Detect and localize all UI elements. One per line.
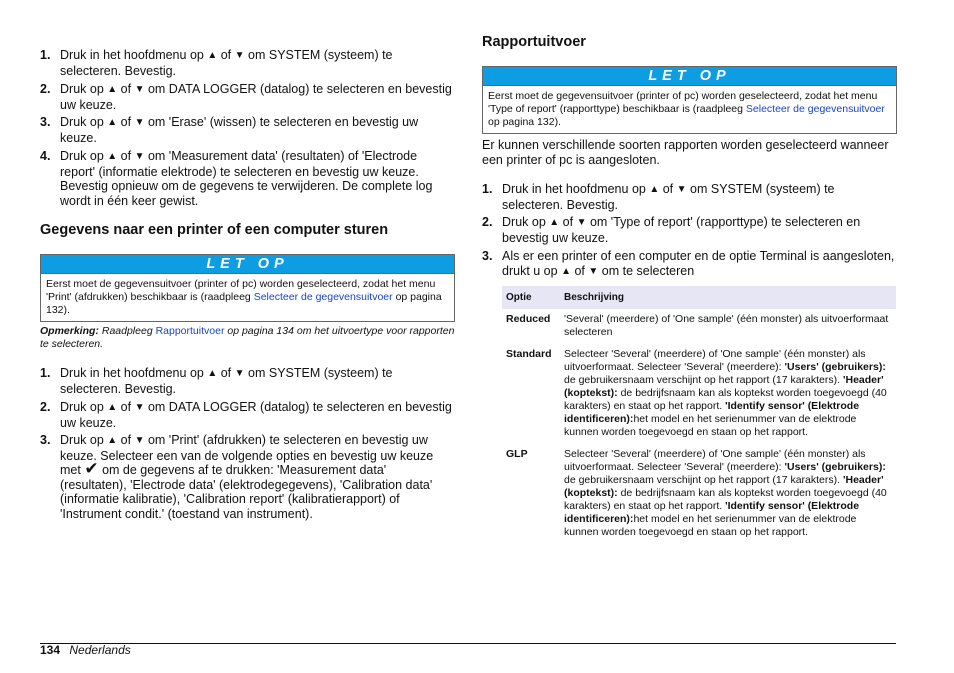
instruction-step: 1. Druk in het hoofdmenu op ▲ of ▼ om SYSTEM (systeem) te selecteren. Bevestig. [482, 182, 835, 212]
column-header: Beschrijving [560, 286, 896, 309]
down-arrow-icon: ▼ [134, 84, 145, 95]
instruction-step: 3. Als er een printer of een computer en de optie Terminal is aangesloten, drukt u op ▲ of ▼ om te selecteren [482, 249, 895, 278]
section-heading: Rapportuitvoer [482, 34, 586, 50]
note-text: Eerst moet de gegevensuitvoer (printer of pc) worden geselecteerd, zodat het menu 'Print' (afdrukken) beschikbaar is (raadpleeg Selecteer de gegevensuitvoer op pagina 132). [46, 278, 442, 316]
up-arrow-icon: ▲ [207, 50, 218, 61]
page-footer [40, 643, 131, 657]
down-arrow-icon: ▼ [134, 402, 145, 413]
up-arrow-icon: ▲ [207, 368, 218, 379]
down-arrow-icon: ▼ [576, 217, 587, 228]
down-arrow-icon: ▼ [134, 435, 145, 446]
option-name: Reduced [506, 313, 551, 325]
up-arrow-icon: ▲ [649, 184, 660, 195]
section-heading: Gegevens naar een printer of een computer sturen [40, 222, 389, 238]
down-arrow-icon: ▼ [676, 184, 687, 195]
option-name: Standard [506, 348, 552, 360]
table-row [502, 309, 896, 339]
up-arrow-icon: ▲ [561, 265, 571, 277]
down-arrow-icon: ▼ [234, 50, 245, 61]
checkmark-icon: ✔ [84, 459, 99, 478]
instruction-step: 1. Druk in het hoofdmenu op ▲ of ▼ om SYSTEM (systeem) te selecteren. Bevestig. [40, 48, 393, 78]
page-number: 134 [40, 643, 61, 657]
note-text: Eerst moet de gegevensuitvoer (printer of pc) worden geselecteerd, zodat het menu 'Type of report' (rapporttype) beschikbaar is (raadpleeg Selecteer de gegevensuitvoer op pagina 132). [488, 90, 885, 128]
option-description: Selecteer 'Several' (meerdere) of 'One sample' (één monster) als uitvoerformaat. Selecteer 'Several' (meerdere): 'Users' (gebruikers): de gebruikersnaam verschijnt op het rapport (17 karakters). 'Header' (koptekst): de bedrijfsnaam kan als koptekst worden toegevoegd (40 karakters) en staat op het rapport. 'Identify sensor' (Elektrode identificeren):het model en het serienummer van de elektrode kunnen worden toegevoegd en staan op het rapport. [564, 348, 887, 438]
option-name: GLP [506, 448, 528, 460]
up-arrow-icon: ▲ [107, 402, 118, 413]
option-description: Selecteer 'Several' (meerdere) of 'One sample' (één monster) als uitvoerformaat. Selecteer 'Several' (meerdere): 'Users' (gebruikers): de gebruikersnaam verschijnt op het rapport (17 karakters). 'Header' (koptekst): de bedrijfsnaam kan als koptekst worden toegevoegd (40 karakters) en staat op het rapport. 'Identify sensor' (Elektrode identificeren):het model en het serienummer van de elektrode kunnen worden toegevoegd en staan op het rapport. [564, 448, 887, 538]
instruction-step: 2. Druk op ▲ of ▼ om DATA LOGGER (datalog) te selecteren en bevestig uw keuze. [40, 400, 452, 430]
link-data-output[interactable]: Selecteer de gegevensuitvoer [745, 103, 885, 115]
up-arrow-icon: ▲ [107, 117, 118, 128]
instruction-step: 1. Druk in het hoofdmenu op ▲ of ▼ om SYSTEM (systeem) te selecteren. Bevestig. [40, 366, 393, 396]
down-arrow-icon: ▼ [234, 368, 245, 379]
down-arrow-icon: ▼ [588, 265, 599, 277]
link-data-output[interactable]: Selecteer de gegevensuitvoer [253, 291, 393, 303]
table-row [502, 439, 896, 539]
note-box [482, 66, 897, 134]
table-header-row [502, 286, 896, 309]
note-box [40, 254, 455, 322]
instruction-step: 3. Druk op ▲ of ▼ om 'Erase' (wissen) te selecteren en bevestig uw keuze. [40, 115, 419, 145]
link-report-output[interactable]: Rapportuitvoer [155, 325, 225, 337]
note-title: LET OP [483, 67, 896, 86]
column-header: Optie [502, 286, 560, 309]
footer-language: Nederlands [69, 643, 131, 657]
up-arrow-icon: ▲ [107, 151, 118, 162]
down-arrow-icon: ▼ [134, 117, 145, 128]
instruction-step: 2. Druk op ▲ of ▼ om DATA LOGGER (datalog) te selecteren en bevestig uw keuze. [40, 82, 452, 112]
down-arrow-icon: ▼ [134, 151, 145, 162]
report-options-table [502, 286, 896, 539]
instruction-step: 3. Druk op ▲ of ▼ om 'Print' (afdrukken) te selecteren en bevestig uw keuze. Selecteer een van de volgende opties en bevestig uw keuze met ✔ om de gegevens af te drukken: 'Measurement data' (resultaten), 'Electrode data' (elektrodegegevens), 'Calibration data' (informatie kalibratie), 'Calibration report' (kalibratierapport) of 'Instrument condit.' (toestand van instrument). [40, 433, 434, 521]
up-arrow-icon: ▲ [107, 84, 118, 95]
up-arrow-icon: ▲ [549, 217, 560, 228]
option-description: 'Several' (meerdere) of 'One sample' (één monster) als uitvoerformaat selecteren [564, 313, 889, 338]
footer-rule [40, 643, 896, 644]
instruction-step: 4. Druk op ▲ of ▼ om 'Measurement data' (resultaten) of 'Electrode report' (informatie elektrode) te selecteren en bevestig uw keuze. Bevestig opnieuw om de gegevens te verwijderen. De complete log wordt in één keer gewist. [40, 149, 433, 208]
instruction-step: 2. Druk op ▲ of ▼ om 'Type of report' (rapporttype) te selecteren en bevestig uw keuze. [482, 215, 861, 245]
remark: Opmerking: Raadpleeg Rapportuitvoer op pagina 134 om het uitvoertype voor rapporten te selecteren. [40, 325, 455, 350]
table-row [502, 339, 896, 439]
note-title: LET OP [41, 255, 454, 274]
intro-paragraph: Er kunnen verschillende soorten rapporten worden geselecteerd wanneer een printer of pc is aangesloten. [482, 138, 889, 167]
up-arrow-icon: ▲ [107, 435, 118, 446]
